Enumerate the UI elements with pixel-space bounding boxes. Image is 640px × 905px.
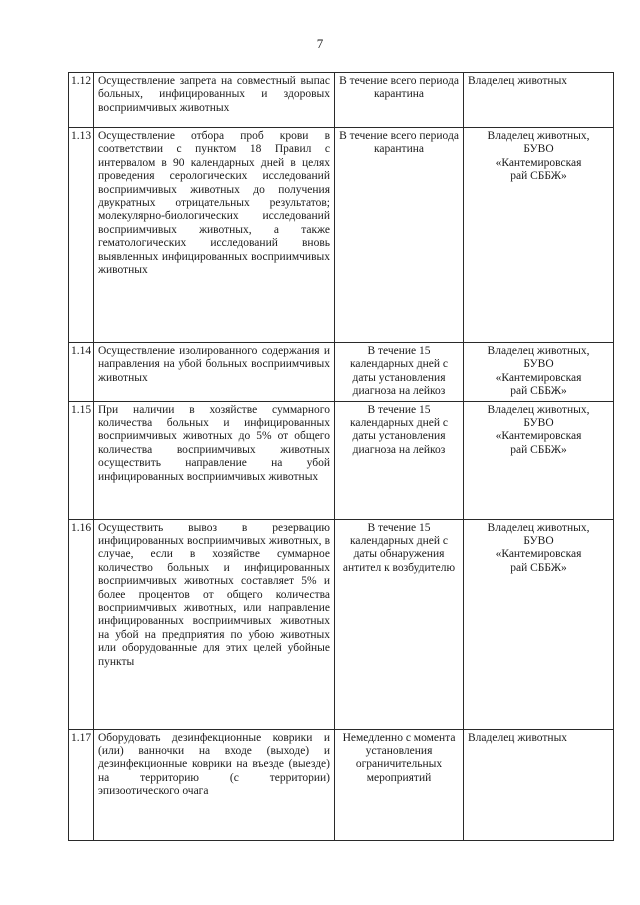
term-cell: В течение 15 календарных дней с даты установления диагноза на лейкоз xyxy=(335,401,464,519)
responsible-line: Владелец животных, xyxy=(487,130,590,142)
responsible-cell xyxy=(464,343,614,402)
table-row xyxy=(69,519,614,729)
term-cell: В течение 15 календарных дней с даты обнаружения антител к возбудителю xyxy=(335,519,464,729)
responsible-line: «Кантемировская xyxy=(495,548,582,561)
row-number: 1.17 xyxy=(69,729,94,840)
measures-table xyxy=(68,72,614,841)
action-cell: Осуществление запрета на совместный выпас больных, инфицированных и здоровых восприимчивых животных xyxy=(94,73,335,128)
table-row xyxy=(69,73,614,128)
row-number: 1.13 xyxy=(69,128,94,343)
row-number: 1.14 xyxy=(69,343,94,402)
row-number: 1.16 xyxy=(69,519,94,729)
responsible-line: БУВО xyxy=(523,358,554,371)
responsible-line: «Кантемировская xyxy=(495,371,582,384)
responsible-line: Владелец животных, xyxy=(487,521,590,534)
responsible-line: «Кантемировская xyxy=(495,156,582,169)
action-cell: Оборудовать дезинфекционные коврики и (или) ванночки на входе (выходе) и дезинфекционные коврики на въезде (выезде) на территорию (с территории) эпизоотического очага xyxy=(94,729,335,840)
action-cell: При наличии в хозяйстве суммарного количества больных и инфицированных восприимчивых животных до 5% от общего количества восприимчивых животных осуществить направление на убой инфицированных восприимчивых животных xyxy=(94,401,335,519)
responsible-cell xyxy=(464,73,614,128)
responsible-line: рай СББЖ» xyxy=(510,170,567,183)
responsible-cell xyxy=(464,401,614,519)
term-cell: В течение 15 календарных дней с даты установления диагноза на лейкоз xyxy=(335,343,464,402)
responsible-line: Владелец животных xyxy=(468,731,568,744)
responsible-line: Владелец животных, xyxy=(487,345,590,357)
responsible-line: рай СББЖ» xyxy=(510,443,567,456)
table-row xyxy=(69,343,614,402)
responsible-line: БУВО xyxy=(523,535,554,548)
action-cell: Осуществление изолированного содержания и направления на убой больных восприимчивых животных xyxy=(94,343,335,402)
row-number: 1.15 xyxy=(69,401,94,519)
table-row xyxy=(69,401,614,519)
responsible-line: рай СББЖ» xyxy=(510,561,567,574)
table-row xyxy=(69,729,614,840)
responsible-cell xyxy=(464,519,614,729)
action-cell: Осуществление отбора проб крови в соответствии с пунктом 18 Правил с интервалом в 90 календарных дней в целях проведения серологических исследований восприимчивых животных до получения двукратных отрицательных результатов; молекулярно-биологических исследований восприимчивых животных, а также гематологических исследований вновь выявленных инфицированных восприимчивых животных xyxy=(94,128,335,343)
row-number: 1.12 xyxy=(69,73,94,128)
responsible-line: Владелец животных, xyxy=(487,403,590,416)
responsible-line: БУВО xyxy=(523,143,554,156)
term-cell: В течение всего периода карантина xyxy=(335,128,464,343)
table-row xyxy=(69,128,614,343)
term-cell: В течение всего периода карантина xyxy=(335,73,464,128)
responsible-line: БУВО xyxy=(523,417,554,430)
responsible-cell xyxy=(464,128,614,343)
responsible-line: «Кантемировская xyxy=(495,430,582,443)
responsible-cell xyxy=(464,729,614,840)
responsible-line: Владелец животных xyxy=(468,75,568,87)
page-number: 7 xyxy=(316,36,324,51)
responsible-line: рай СББЖ» xyxy=(510,385,567,398)
action-cell: Осуществить вывоз в резервацию инфицированных восприимчивых животных, в случае, если в хозяйстве суммарное количество больных и инфицированных восприимчивых животных составляет 5% и более процентов от общего количества восприимчивых животных, или направление инфицированных восприимчивых животных на убой на предприятия по убою животных или оборудованные для этих целей убойные пункты xyxy=(94,519,335,729)
term-cell: Немедленно с момента установления ограничительных мероприятий xyxy=(335,729,464,840)
